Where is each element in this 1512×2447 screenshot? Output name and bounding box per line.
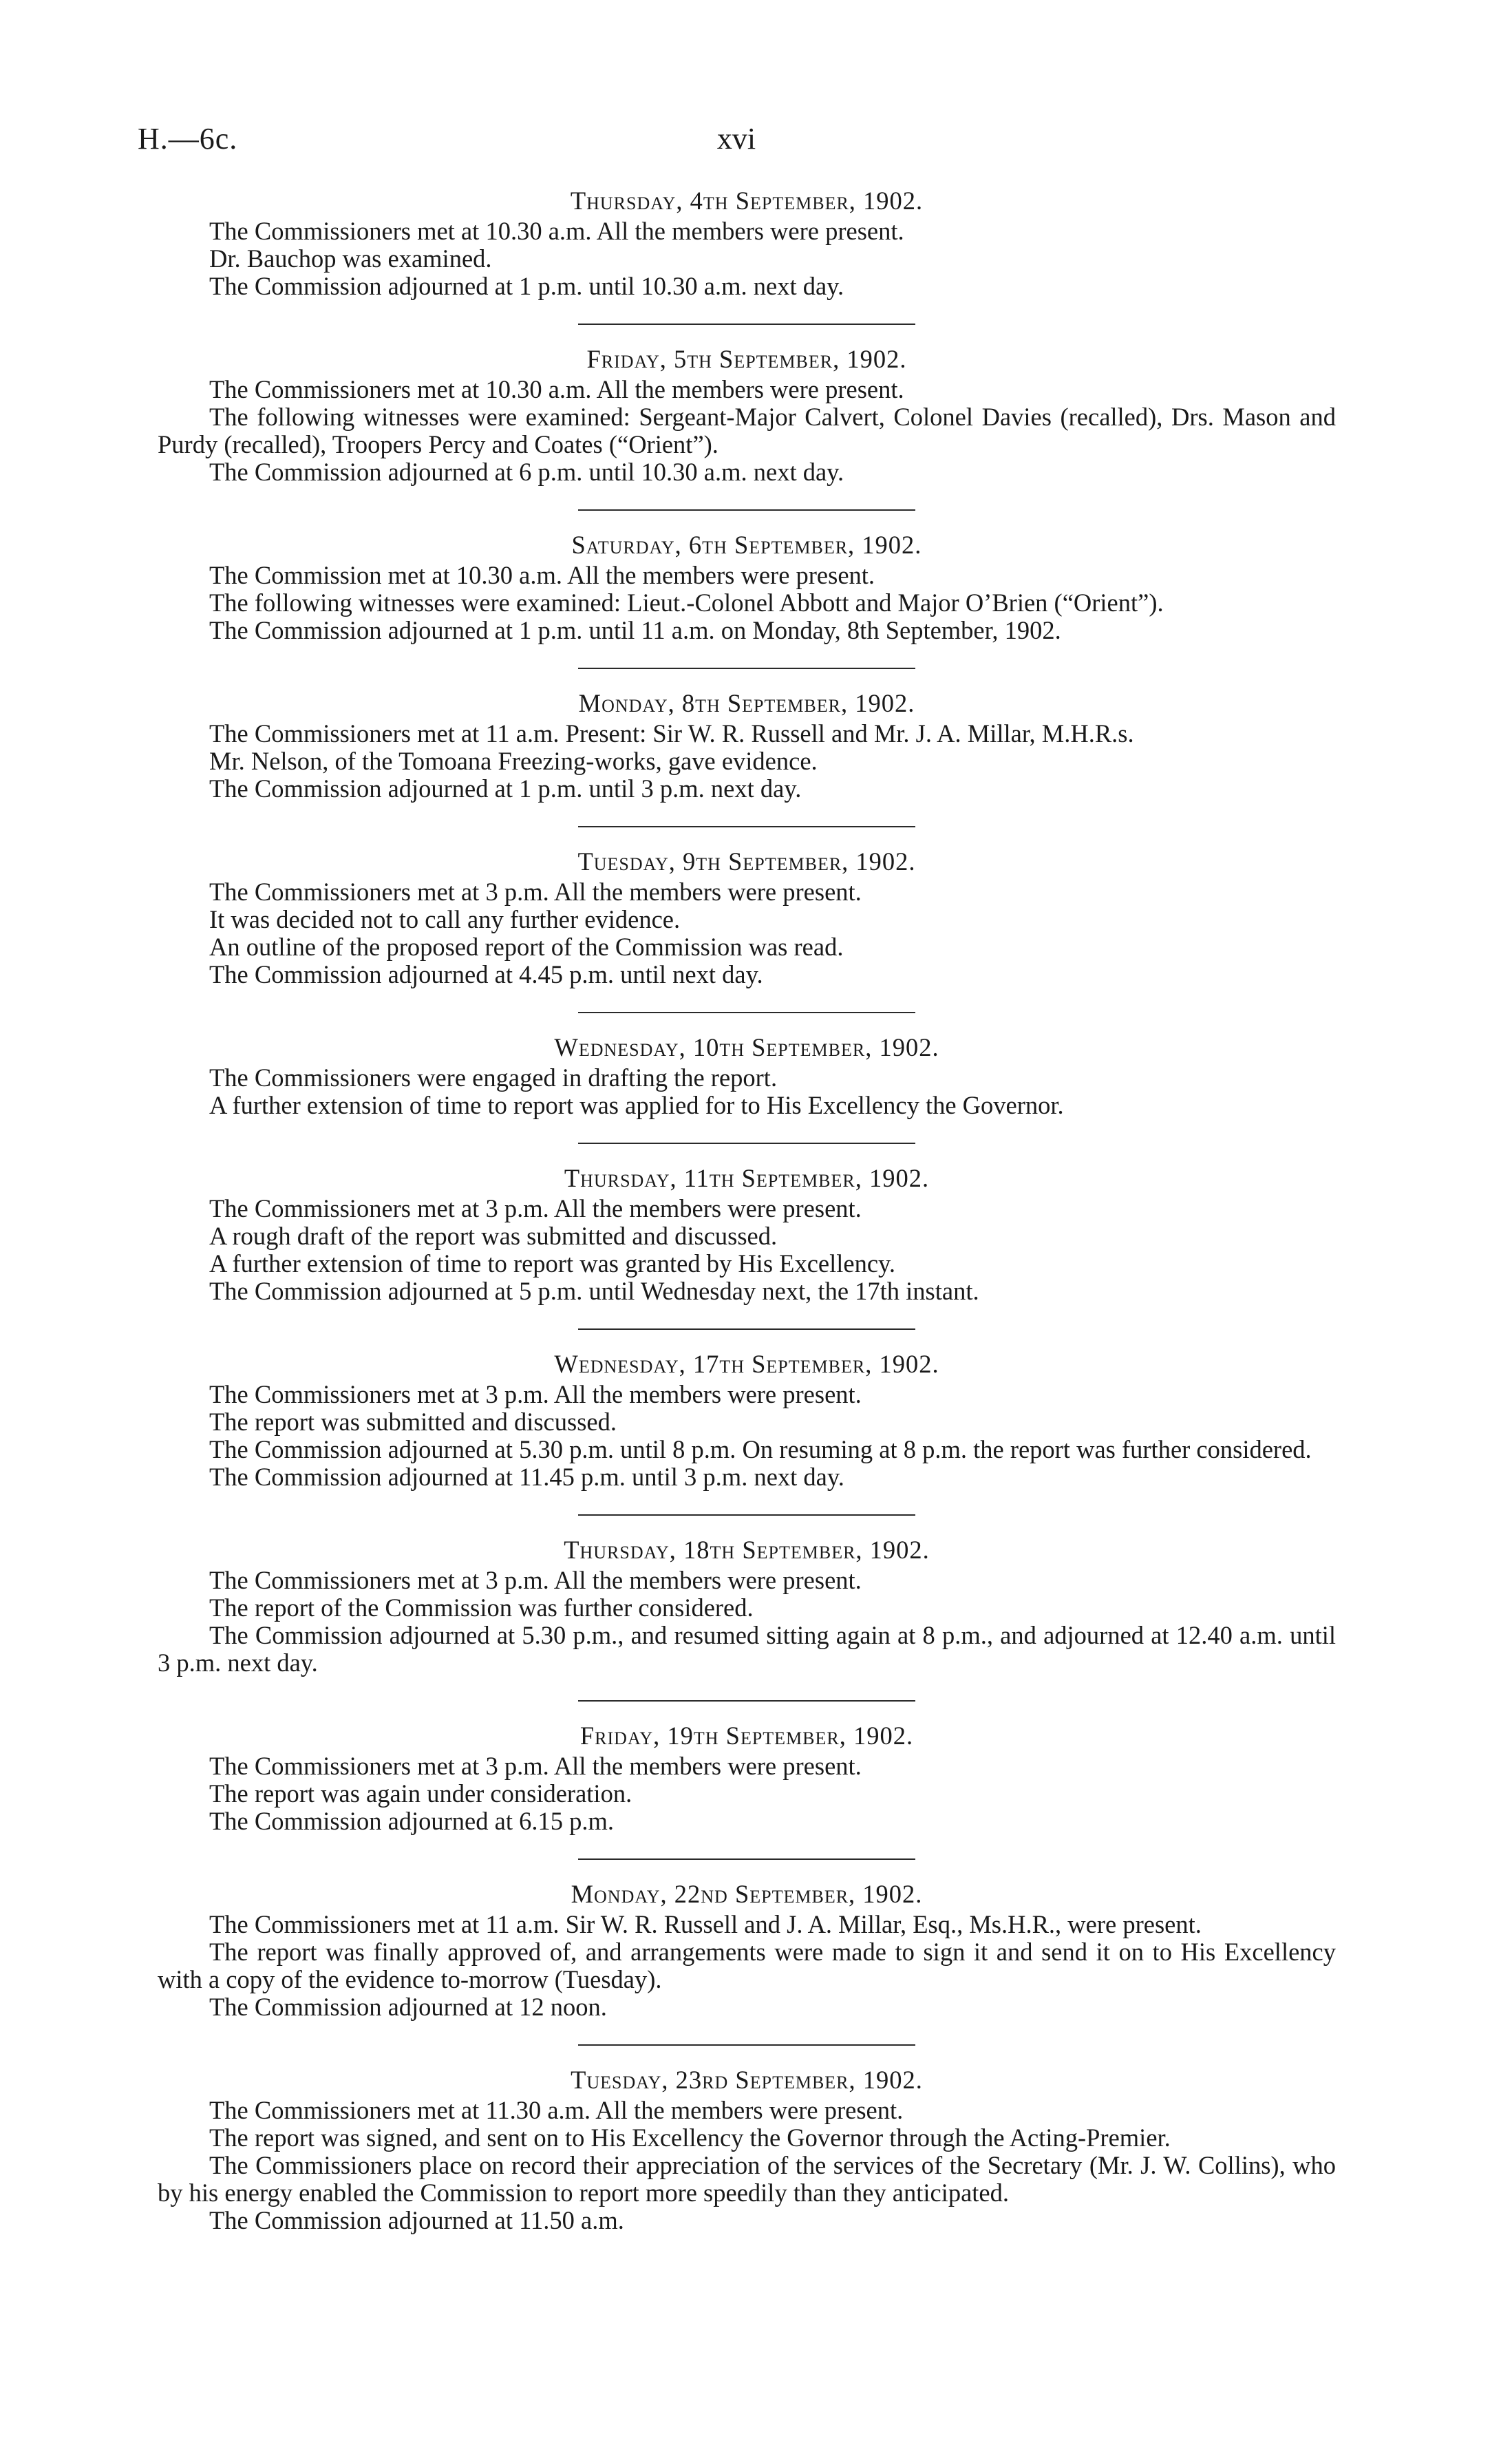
section-divider	[578, 1328, 915, 1330]
minute-paragraph: The Commission adjourned at 6 p.m. until 10.30 a.m. next day.	[209, 458, 844, 486]
minute-entry	[158, 1034, 1336, 1119]
minute-paragraph: The Commission adjourned at 1 p.m. until 10.30 a.m. next day.	[209, 272, 844, 300]
minute-paragraph: The Commissioners met at 3 p.m. All the members were present.	[209, 1380, 862, 1408]
minute-paragraph: The Commission adjourned at 4.45 p.m. until next day.	[209, 960, 763, 988]
minute-paragraph: The report was submitted and discussed.	[209, 1408, 617, 1436]
minute-paragraph: A rough draft of the report was submitted and discussed.	[209, 1222, 778, 1250]
minute-paragraph: An outline of the proposed report of the Commission was read.	[209, 933, 844, 961]
minute-entry	[158, 346, 1336, 486]
minute-paragraph: The Commissioners met at 10.30 a.m. All the members were present.	[209, 217, 904, 245]
minute-paragraph: The Commission adjourned at 11.45 p.m. until 3 p.m. next day.	[209, 1463, 844, 1491]
section-divider	[578, 1143, 915, 1144]
minute-paragraph: The report was signed, and sent on to His Excellency the Governor through the Acting-Premier.	[209, 2123, 1171, 2152]
section-divider	[578, 826, 915, 827]
minute-entry	[158, 1881, 1336, 2021]
minute-paragraph: The Commission adjourned at 6.15 p.m.	[209, 1807, 614, 1835]
minute-paragraph: The Commission adjourned at 5.30 p.m. until 8 p.m. On resuming at 8 p.m. the report was further considered.	[209, 1435, 1312, 1463]
minute-paragraph: The report was finally approved of, and arrangements were made to sign it and send it on to His Excellency with a copy of the evidence to-morrow (Tuesday).	[158, 1938, 1336, 1993]
entry-date-heading: Friday, 19th September, 1902.	[579, 1722, 914, 1750]
page-header	[138, 121, 1335, 162]
minute-paragraph: The following witnesses were examined: Lieut.-Colonel Abbott and Major O’Brien (“Orient”).	[209, 589, 1164, 617]
minute-paragraph: Mr. Nelson, of the Tomoana Freezing-works, gave evidence.	[209, 747, 818, 775]
section-divider	[578, 668, 915, 669]
entry-date-heading: Saturday, 6th September, 1902.	[571, 531, 922, 559]
document-reference: H.—6c.	[138, 122, 238, 156]
minute-paragraph: A further extension of time to report was applied for to His Excellency the Governor.	[209, 1091, 1064, 1119]
minute-paragraph: The Commissioners place on record their appreciation of the services of the Secretary (Mr. J. W. Collins), who by his energy enabled the Commission to report more speedily than they anticipated.	[158, 2151, 1336, 2207]
section-divider	[578, 2044, 915, 2046]
entry-date-heading: Wednesday, 17th September, 1902.	[554, 1350, 939, 1378]
minute-paragraph: The Commissioners met at 10.30 a.m. All the members were present.	[209, 375, 904, 403]
minute-paragraph: It was decided not to call any further evidence.	[209, 905, 681, 933]
minute-paragraph: The following witnesses were examined: Sergeant-Major Calvert, Colonel Davies (recalled), Drs. Mason and Purdy (recalled), Troopers Percy and Coates (“Orient”).	[158, 403, 1336, 458]
minute-paragraph: The report was again under consideration.	[209, 1779, 632, 1808]
section-divider	[578, 1700, 915, 1702]
minute-entry	[158, 1722, 1336, 1835]
minute-paragraph: The Commissioners met at 3 p.m. All the members were present.	[209, 1194, 862, 1222]
minute-paragraph: The Commissioners met at 3 p.m. All the members were present.	[209, 1566, 862, 1594]
minute-entry	[158, 1350, 1336, 1491]
entry-date-heading: Thursday, 11th September, 1902.	[564, 1164, 930, 1192]
minute-entry	[158, 1536, 1336, 1677]
section-divider	[578, 509, 915, 511]
minute-paragraph: The Commissioners met at 11 a.m. Present: Sir W. R. Russell and Mr. J. A. Millar, M.H.R.s.	[209, 719, 1134, 748]
minute-paragraph: The Commission adjourned at 5 p.m. until Wednesday next, the 17th instant.	[209, 1277, 979, 1305]
minute-paragraph: The Commissioners met at 11.30 a.m. All the members were present.	[209, 2096, 904, 2124]
minute-entry	[158, 531, 1336, 644]
minute-paragraph: The Commission adjourned at 1 p.m. until 3 p.m. next day.	[209, 774, 802, 803]
minute-paragraph: The Commissioners met at 3 p.m. All the members were present.	[209, 878, 862, 906]
section-divider	[578, 1858, 915, 1860]
minute-paragraph: The Commissioners met at 3 p.m. All the members were present.	[209, 1752, 862, 1780]
entry-date-heading: Tuesday, 23rd September, 1902.	[571, 2066, 923, 2094]
minute-paragraph: The Commission adjourned at 12 noon.	[209, 1993, 607, 2021]
minute-paragraph: A further extension of time to report was granted by His Excellency.	[209, 1249, 896, 1278]
entry-date-heading: Monday, 8th September, 1902.	[578, 689, 915, 717]
entry-date-heading: Tuesday, 9th September, 1902.	[577, 847, 916, 876]
section-divider	[578, 324, 915, 325]
minute-paragraph: Dr. Bauchop was examined.	[209, 244, 492, 273]
minute-paragraph: The report of the Commission was further considered.	[209, 1593, 754, 1622]
section-divider	[578, 1514, 915, 1516]
section-divider	[578, 1012, 915, 1013]
entry-date-heading: Wednesday, 10th September, 1902.	[554, 1033, 939, 1061]
minute-entry	[158, 690, 1336, 803]
minute-entry	[158, 187, 1336, 300]
minute-entry	[158, 848, 1336, 988]
minute-paragraph: The Commission met at 10.30 a.m. All the members were present.	[209, 561, 875, 589]
minutes-body	[158, 187, 1336, 2234]
minute-paragraph: The Commission adjourned at 11.50 a.m.	[209, 2206, 624, 2234]
entry-date-heading: Friday, 5th September, 1902.	[586, 345, 907, 373]
minute-paragraph: The Commissioners met at 11 a.m. Sir W. R. Russell and J. A. Millar, Esq., Ms.H.R., were present.	[209, 1910, 1202, 1938]
minute-entry	[158, 2066, 1336, 2234]
minute-paragraph: The Commission adjourned at 1 p.m. until 11 a.m. on Monday, 8th September, 1902.	[209, 616, 1061, 644]
entry-date-heading: Monday, 22nd September, 1902.	[571, 1880, 923, 1908]
entry-date-heading: Thursday, 4th September, 1902.	[570, 187, 924, 215]
minute-paragraph: The Commission adjourned at 5.30 p.m., and resumed sitting again at 8 p.m., and adjourned at 12.40 a.m. until 3 p.m. next day.	[158, 1621, 1336, 1677]
minute-entry	[158, 1165, 1336, 1305]
minute-paragraph: The Commissioners were engaged in drafting the report.	[209, 1063, 778, 1092]
entry-date-heading: Thursday, 18th September, 1902.	[564, 1536, 930, 1564]
page-number: xvi	[716, 122, 756, 156]
